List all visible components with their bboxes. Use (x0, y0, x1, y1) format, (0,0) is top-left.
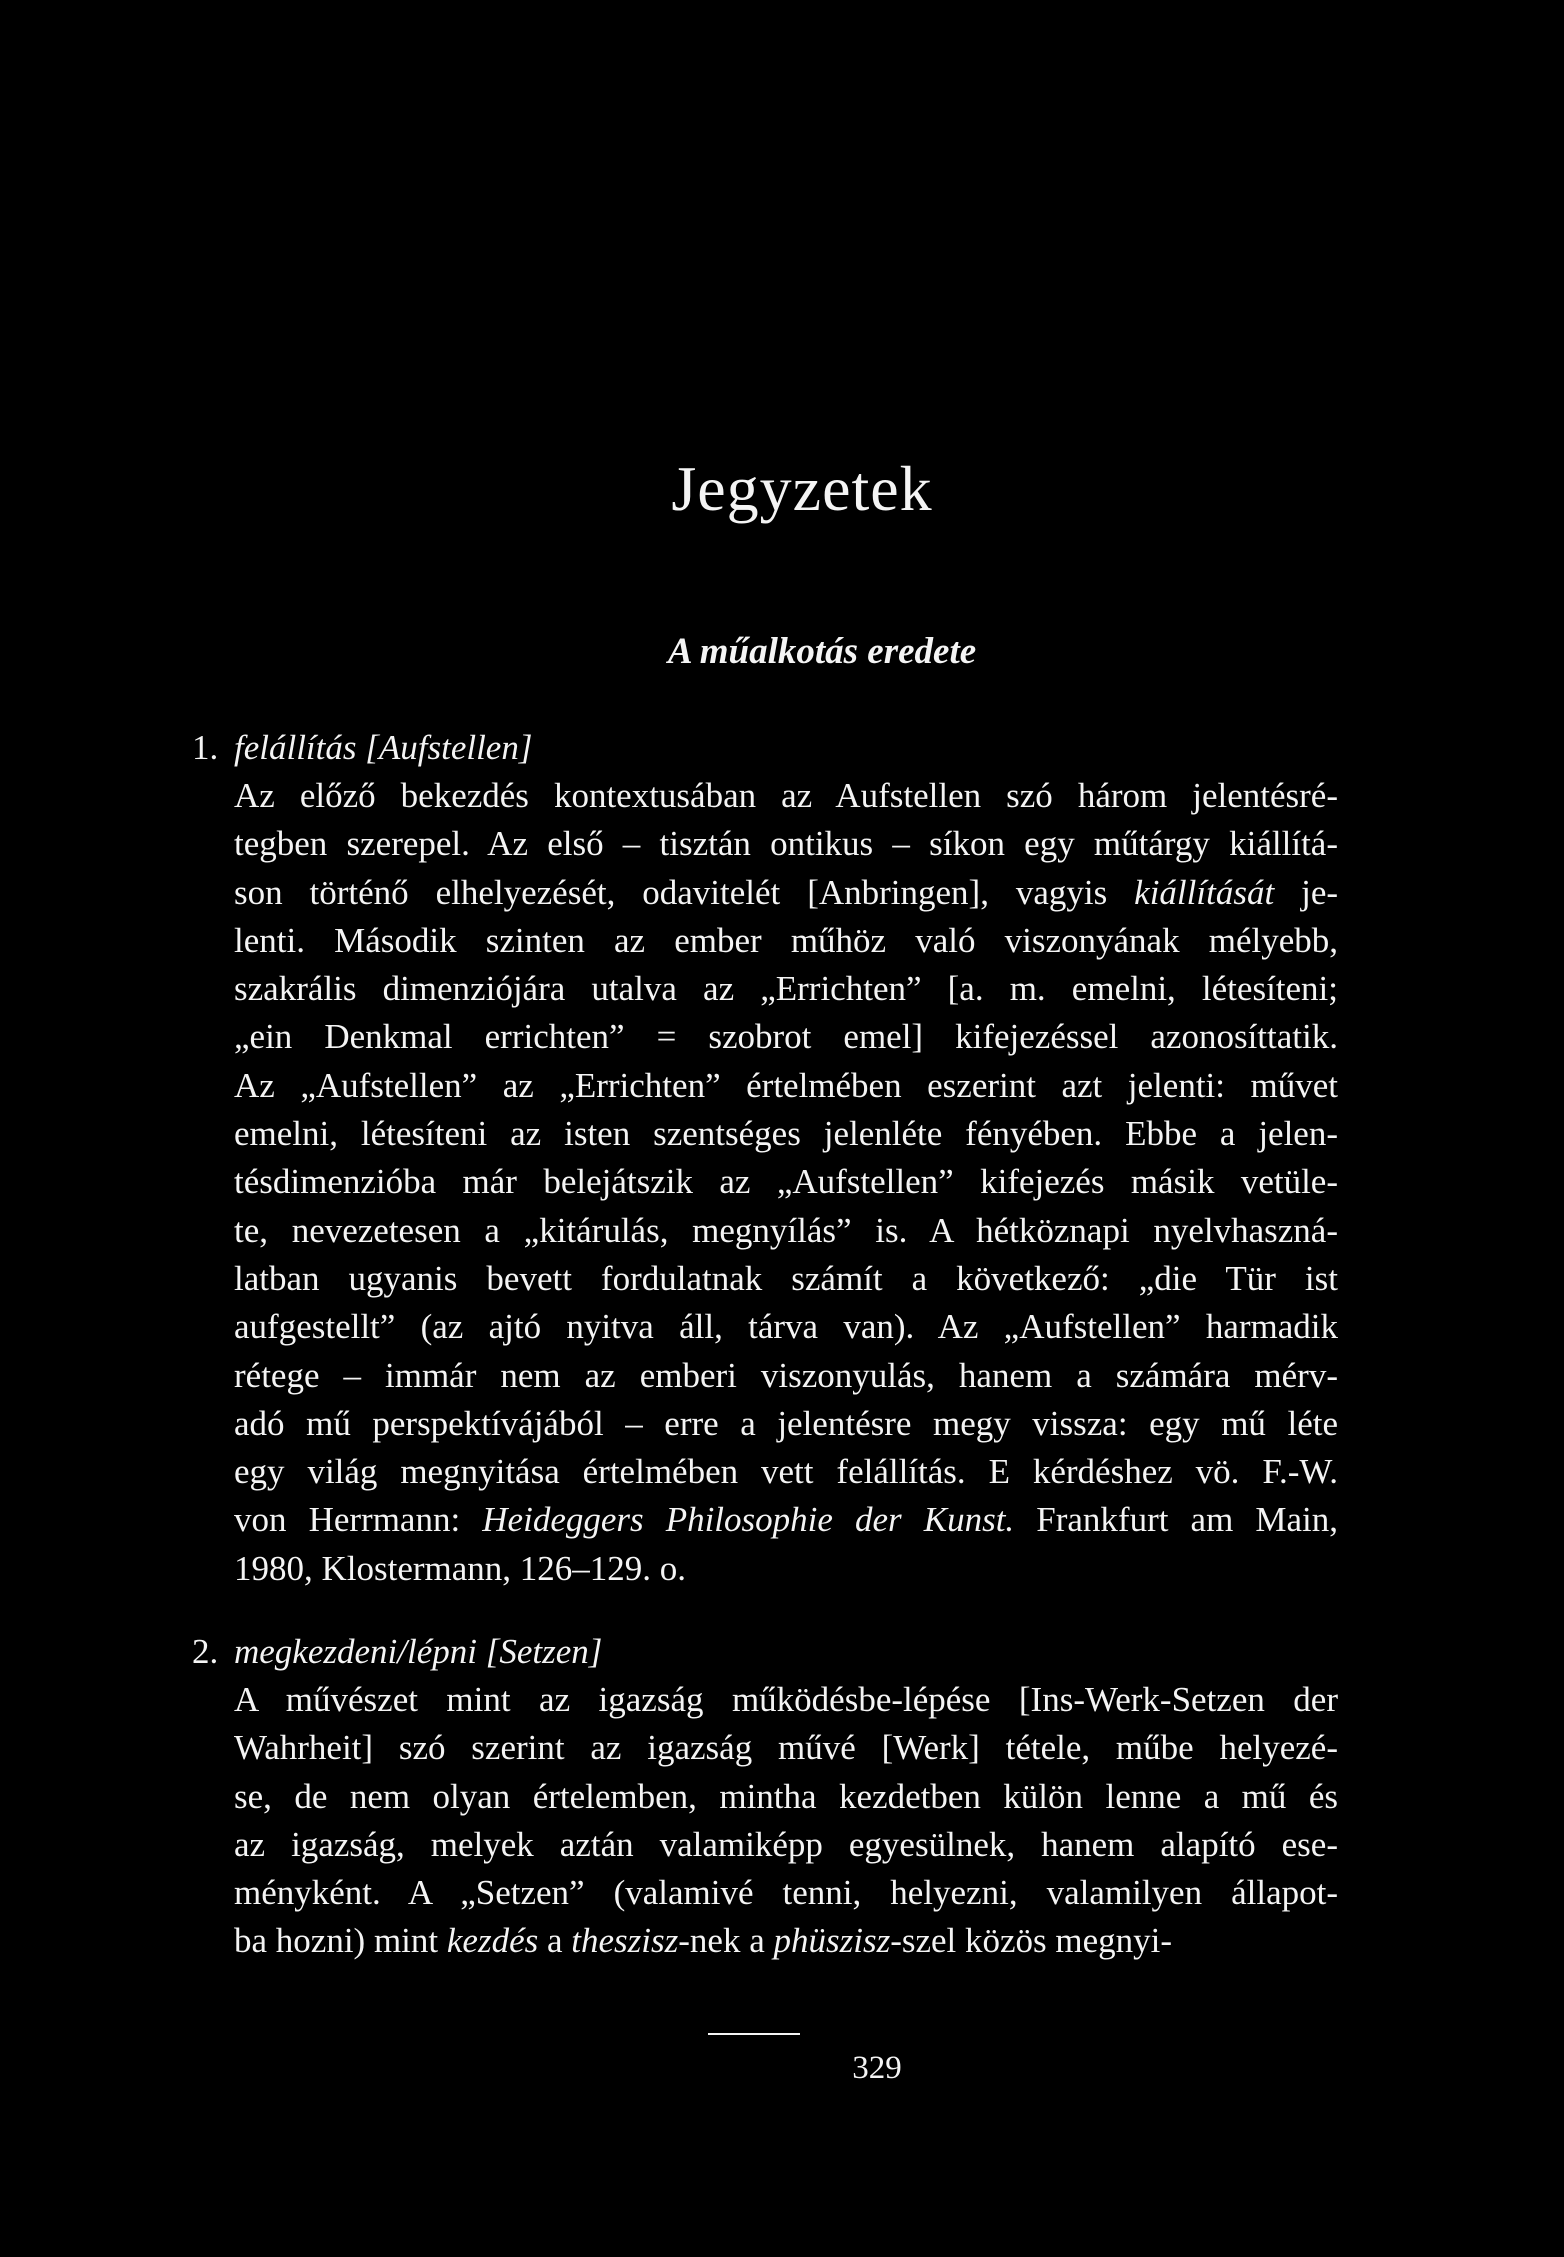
footer-rule (708, 2033, 800, 2035)
text-line: tésdimenzióba már belejátszik az „Aufstellen” kifejezés másik vetüle- (234, 1162, 1338, 1202)
text-line: 1980, Klostermann, 126–129. o. (234, 1548, 687, 1588)
text-line: ba hozni) mint kezdés a theszisz-nek a phüszisz-szel közös megnyi- (234, 1921, 1173, 1961)
emphasis: kezdés (446, 1921, 539, 1961)
page-number: 329 (852, 2050, 902, 2086)
text-line: aufgestellt” (az ajtó nyitva áll, tárva van). Az „Aufstellen” harmadik (234, 1307, 1338, 1347)
text-line: az igazság, melyek aztán valamiképp egyesülnek, hanem alapító ese- (234, 1824, 1338, 1864)
text-line: „ein Denkmal errichten” = szobrot emel] kifejezéssel azonosíttatik. (234, 1017, 1338, 1057)
text-line: te, nevezetesen a „kitárulás, megnyílás” is. A hétköznapi nyelvhaszná- (234, 1210, 1338, 1250)
footnote-body (234, 772, 1338, 1593)
text-line: Az előző bekezdés kontextusában az Aufstellen szó három jelentésré- (234, 776, 1338, 815)
emphasis: phüszisz (773, 1921, 891, 1961)
text-line: rétege – immár nem az emberi viszonyulás, hanem a számára mérv- (234, 1355, 1338, 1395)
footnote-1 (192, 724, 1340, 1593)
footnote-body (234, 1676, 1338, 1966)
text-line: se, de nem olyan értelemben, mintha kezdetben külön lenne a mű és (234, 1776, 1338, 1816)
text-line: ményként. A „Setzen” (valamivé tenni, helyezni, valamilyen állapot- (234, 1873, 1338, 1913)
emphasis: Heideggers Philosophie der Kunst. (482, 1500, 1015, 1540)
section-title: A műalkotás eredete (667, 631, 977, 672)
emphasis: kiállítását (1134, 872, 1275, 912)
footnote-term: felállítás [Aufstellen] (234, 728, 533, 767)
text-line: Az „Aufstellen” az „Errichten” értelmében eszerint azt jelenti: művet (234, 1065, 1338, 1105)
page-title: Jegyzetek (671, 453, 933, 524)
footnote-heading (192, 1628, 1340, 1676)
text-line: latban ugyanis bevett fordulatnak számít a következő: „die Tür ist (234, 1258, 1338, 1298)
text-line: lenti. Második szinten az ember műhöz való viszonyának mélyebb, (234, 920, 1338, 960)
text-line: Wahrheit] szó szerint az igazság művé [Werk] tétele, műbe helyezé- (234, 1728, 1338, 1768)
text-line: von Herrmann: Heideggers Philosophie der Kunst. Frankfurt am Main, (234, 1500, 1338, 1540)
text-line: szakrális dimenziójára utalva az „Errichten” [a. m. emelni, létesíteni; (234, 969, 1338, 1009)
text-line: A művészet mint az igazság működésbe-lépése [Ins-Werk-Setzen der (234, 1680, 1338, 1719)
footnote-term: megkezdeni/lépni [Setzen] (234, 1632, 603, 1671)
footnote-heading (192, 724, 1340, 772)
text-line: egy világ megnyitása értelmében vett felállítás. E kérdéshez vö. F.-W. (234, 1452, 1338, 1492)
text-line: tegben szerepel. Az első – tisztán ontikus – síkon egy műtárgy kiállítá- (234, 824, 1338, 864)
text-line: adó mű perspektívájából – erre a jelentésre megy vissza: egy mű léte (234, 1403, 1338, 1443)
text-line: son történő elhelyezését, odavitelét [Anbringen], vagyis kiállítását je- (234, 872, 1338, 912)
emphasis: theszisz (571, 1921, 679, 1961)
text-line: emelni, létesíteni az isten szentséges jelenléte fényében. Ebbe a jelen- (234, 1114, 1338, 1154)
footnote-2 (192, 1628, 1340, 1966)
footnote-number: 1. (192, 728, 219, 767)
footnote-number: 2. (192, 1632, 219, 1671)
